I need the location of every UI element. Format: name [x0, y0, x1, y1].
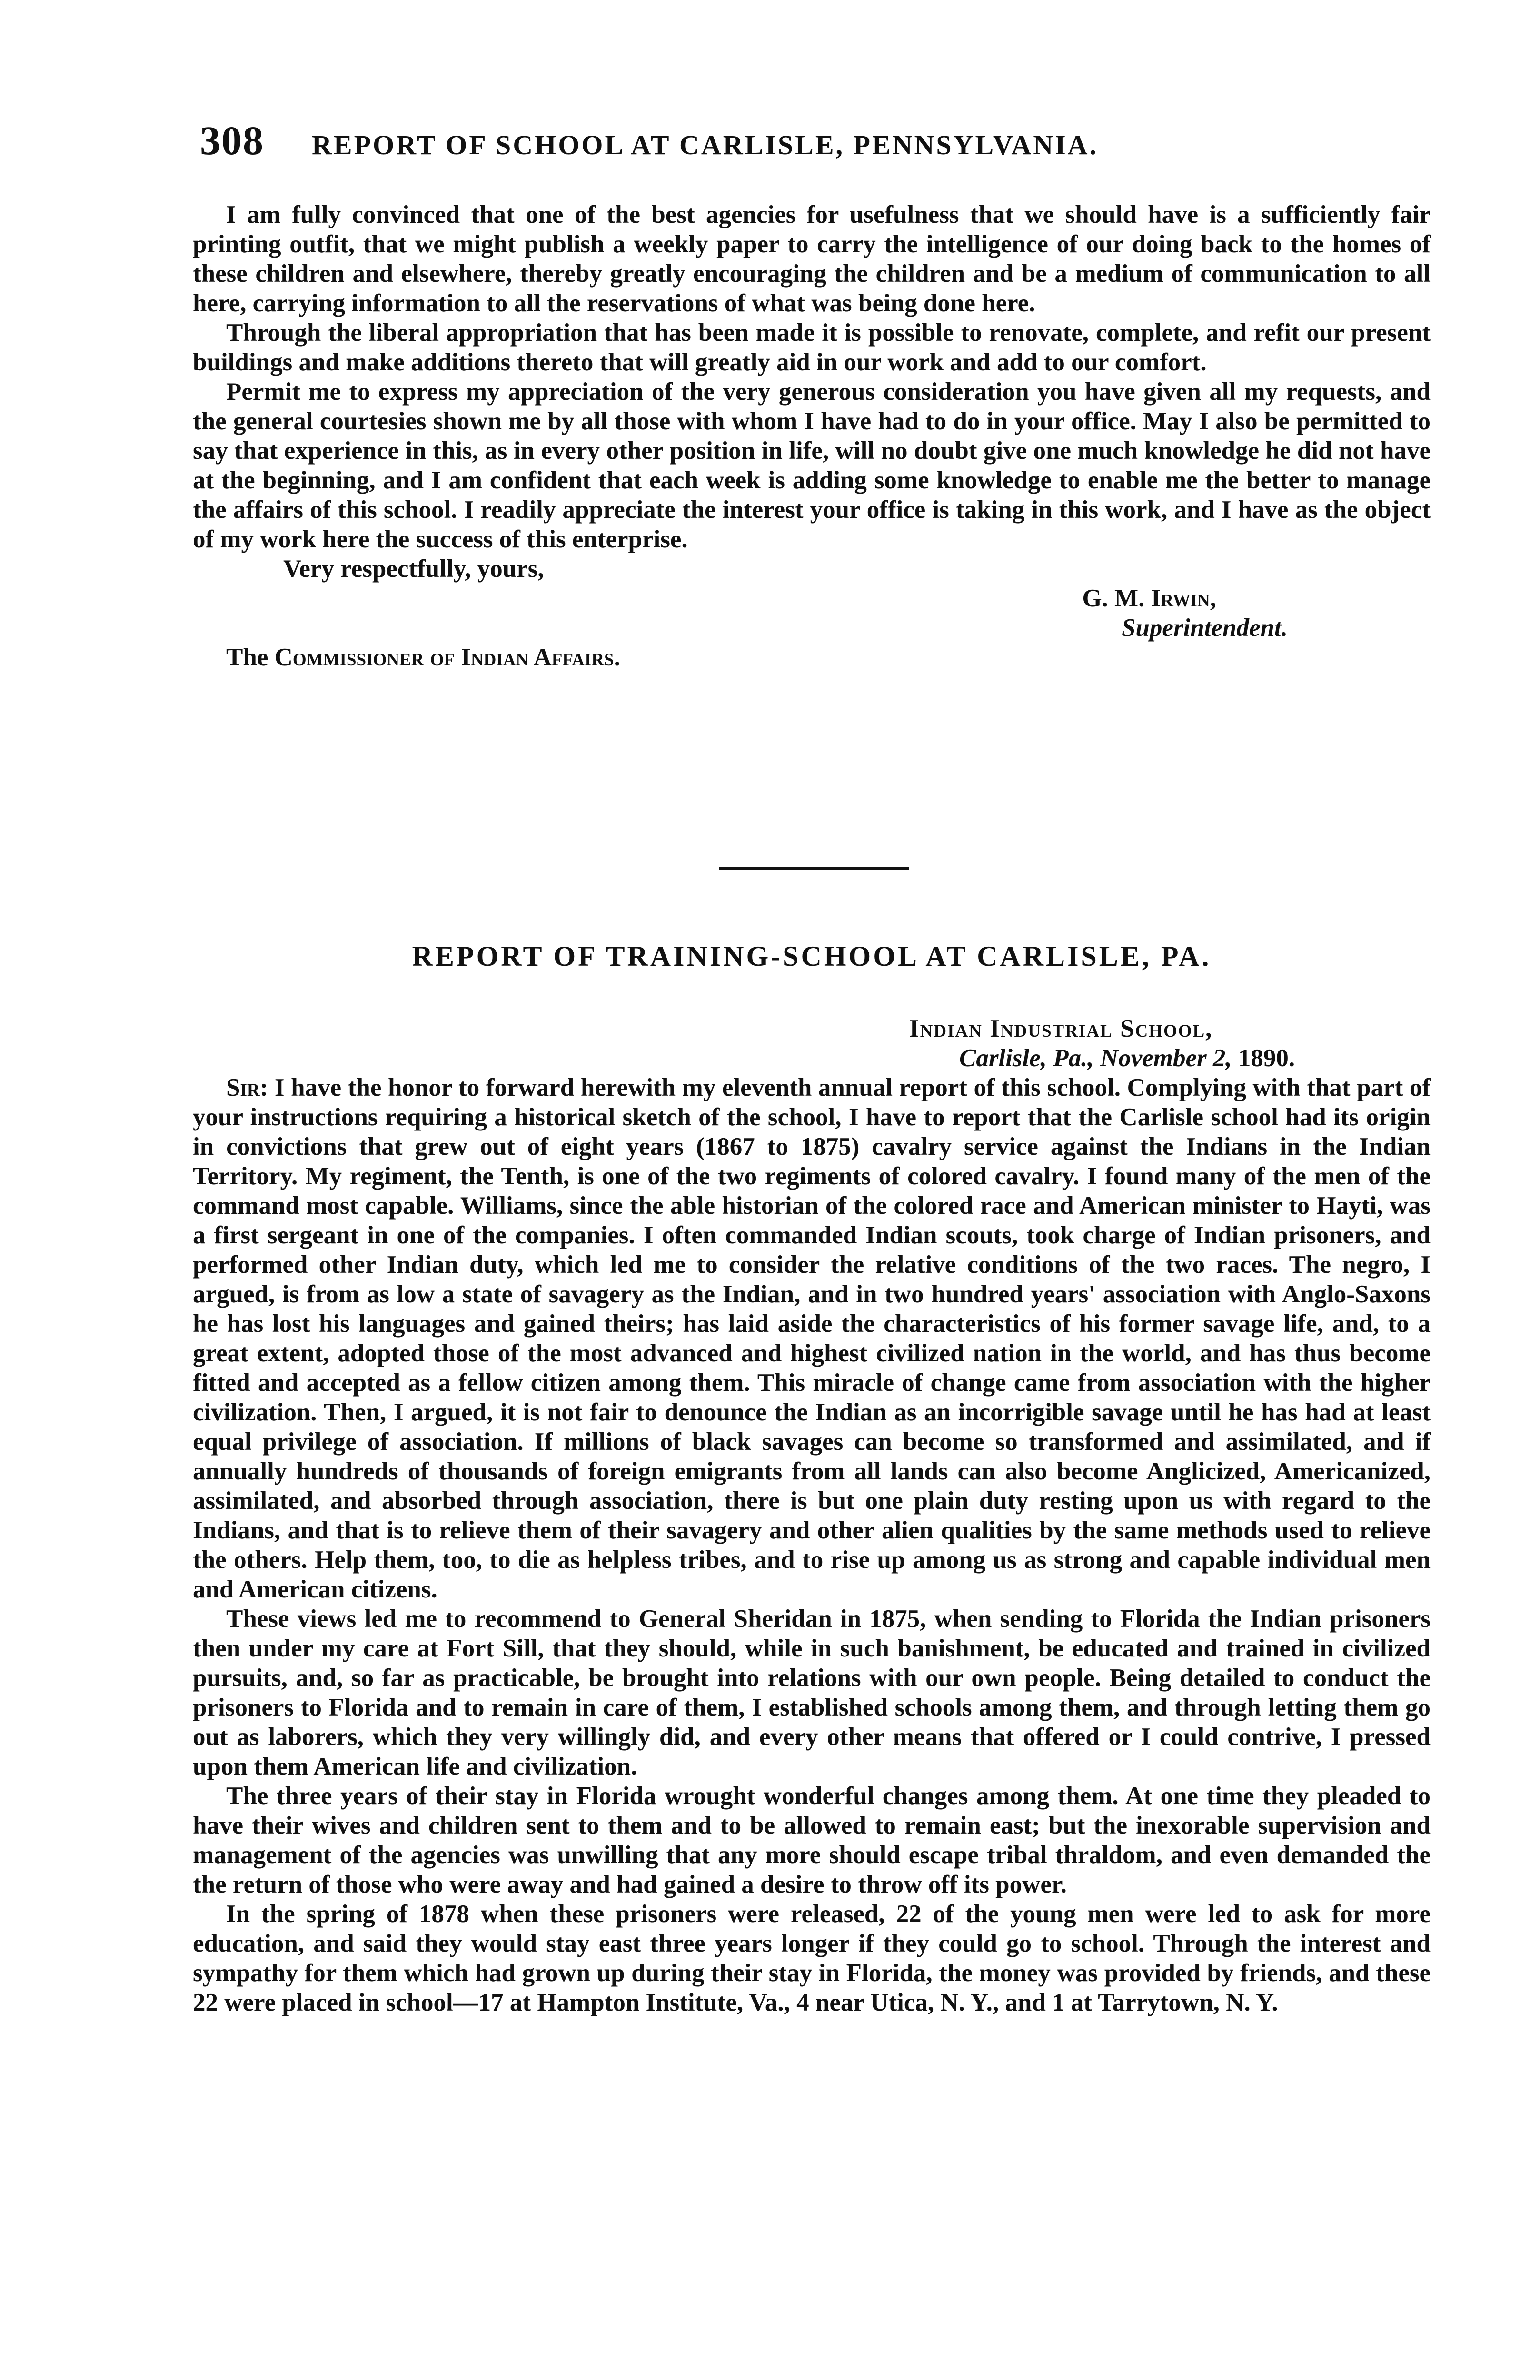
page-header [200, 117, 1438, 174]
letter-paragraph-3: Permit me to express my appreciation of the very generous consideration you have given all my requests, and the general courtesies shown me by all those with whom I have had to do in your office. May I also be permitted to say that experience in this, as in every other position in life, will no doubt give one much knowledge he did not have at the beginning, and I am confident that each week is adding some knowledge to enable me the better to manage the affairs of this school. I readily appreciate the interest your office is taking in this work, and I have as the object of my work here the success of this enterprise. [193, 378, 1431, 553]
report-paragraph-1-text: I have the honor to forward herewith my eleventh annual report of this school. Complying with that part of your instructions requiring a historical sketch of the school, I have to report that the Carlisle school had its origin in convictions that grew out of eight years (1867 to 1875) cavalry service against the Indians in the Indian Territory. My regiment, the Tenth, is one of the two regiments of colored cavalry. I found many of the men of the command most capable. Williams, since the able historian of the colored race and American minister to Hayti, was a first sergeant in one of the companies. I often commanded Indian scouts, took charge of Indian prisoners, and performed other Indian duty, which led me to consider the relative conditions of the two races. The negro, I argued, is from as low a state of savagery as the Indian, and in two hundred years' association with Anglo-Saxons he has lost his languages and gained theirs; has laid aside the characteristics of his former savage life, and, to a great extent, adopted those of the most advanced and highest civilized nation in the world, and has thus become fitted and accepted as a fellow citizen among them. This miracle of change came from association with the higher civilization. Then, I argued, it is not fair to denounce the Indian as an incorrigible savage until he has had at least equal privilege of association. If millions of black savages can become so transformed and assimilated, and if annually hundreds of thousands of foreign emigrants from all lands can also become Anglicized, Americanized, assimilated, and absorbed through association, there is but one plain duty resting upon us with regard to the Indians, and that is to relieve them of their savagery and other alien qualities by the same methods used to relieve the others. Help them, too, to die as helpless tribes, and to rise up among us as strong and capable individual men and American citizens. [193, 1074, 1431, 1603]
addressee-prefix: The [226, 644, 268, 671]
dateline-place-date [193, 1043, 1431, 1073]
signature-title: Superintendent. [1121, 614, 1288, 642]
addressee-name: Commissioner of Indian Affairs. [274, 644, 620, 671]
running-head: REPORT OF SCHOOL AT CARLISLE, PENNSYLVANIA. [312, 129, 1099, 160]
letter-paragraph-1: I am fully convinced that one of the best agencies for usefulness that we should have is a sufficiently fair printing outfit, that we might publish a weekly paper to carry the intelligence of our doing back to the homes of these children and elsewhere, thereby greatly encouraging the children and be a medium of communication to all here, carrying information to all the reservations of what was being done here. [193, 201, 1431, 317]
signature-name: G. M. Irwin, [1082, 585, 1216, 612]
letter-paragraph-2: Through the liberal appropriation that has been made it is possible to renovate, complete, and refit our present buildings and make additions thereto that will greatly aid in our work and add to our comfort. [193, 319, 1431, 376]
addressee-line [193, 643, 1431, 672]
report-paragraph-1 [193, 1073, 1431, 1604]
letter-closing: Very respectfully, yours, [283, 555, 544, 583]
letter-section [193, 200, 1431, 672]
dateline-place: Carlisle, Pa., November 2, [959, 1044, 1232, 1072]
report-section [193, 1014, 1431, 2017]
salutation: Sir: [226, 1074, 268, 1101]
page-number: 308 [200, 118, 264, 163]
report-paragraph-3: The three years of their stay in Florida wrought wonderful changes among them. At one time they pleaded to have their wives and children sent to them and to be allowed to remain east; but the inexorable supervision and management of the agencies was unwilling that any more should escape tribal thraldom, and even demanded the the return of those who were away and had gained a desire to throw off its power. [193, 1782, 1431, 1898]
section-divider [719, 867, 909, 870]
dateline-year: 1890. [1238, 1044, 1295, 1072]
dateline-institution: Indian Industrial School, [909, 1015, 1213, 1042]
report-paragraph-4: In the spring of 1878 when these prisoners were released, 22 of the young men were led to ask for more education, and said they would stay east three years longer if they could go to school. Through the interest and sympathy for them which had grown up during their stay in Florida, the money was provided by friends, and these 22 were placed in school—17 at Hampton Institute, Va., 4 near Utica, N. Y., and 1 at Tarrytown, N. Y. [193, 1900, 1431, 2016]
report-title: REPORT OF TRAINING-SCHOOL AT CARLISLE, PA. [412, 941, 1212, 972]
report-paragraph-2: These views led me to recommend to General Sheridan in 1875, when sending to Florida the Indian prisoners then under my care at Fort Sill, that they should, while in such banishment, be educated and trained in civilized pursuits, and, so far as practicable, be brought into relations with our own people. Being detailed to conduct the prisoners to Florida and to remain in care of them, I established schools among them, and through letting them go out as laborers, which they very willingly did, and every other means that offered or I could contrive, I pressed upon them American life and civilization. [193, 1605, 1431, 1780]
